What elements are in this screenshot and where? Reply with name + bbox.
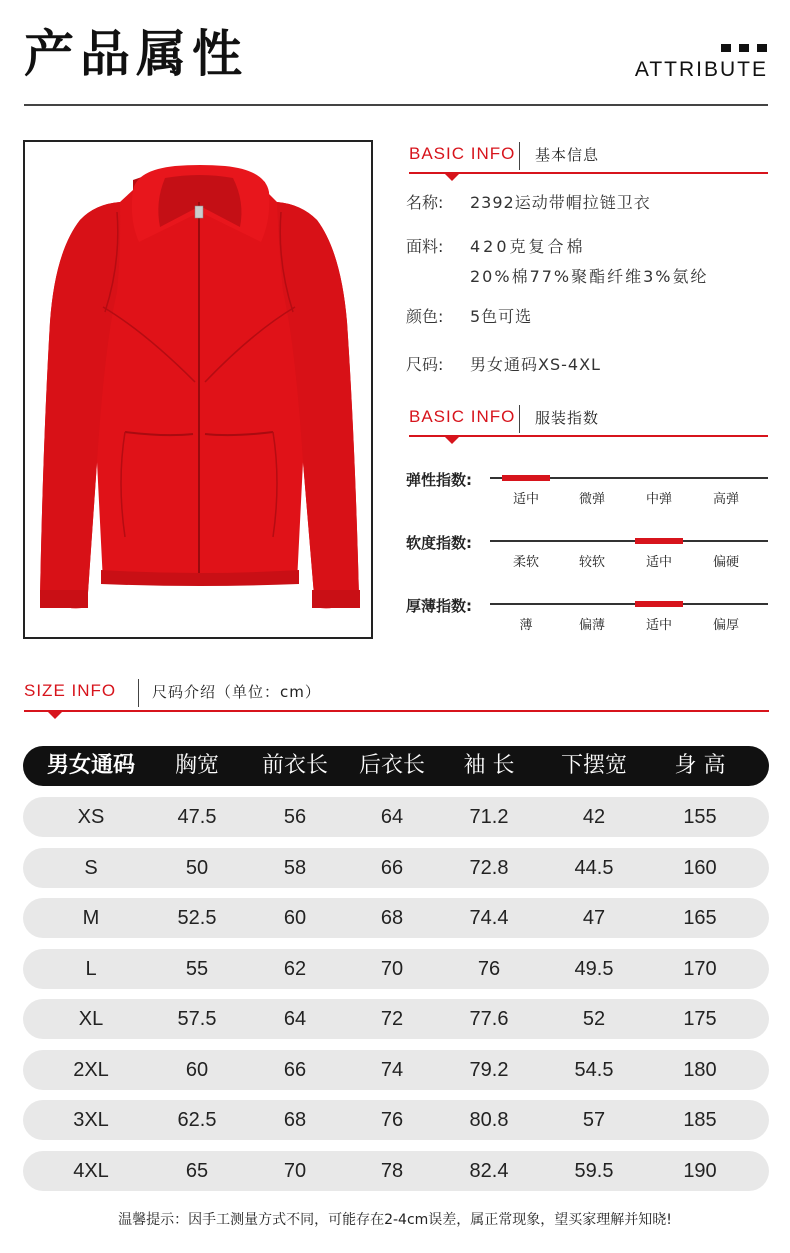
size-table-cell: 185 [683,1109,717,1131]
size-table-cell: 74.4 [469,907,509,929]
size-table-cell: XL [78,1008,104,1030]
info-fabric-value-2: 20%棉77%聚酯纤维3%氨纶 [470,267,709,286]
size-table-cell: 74 [380,1058,404,1081]
size-table-cell: 55 [185,957,209,980]
index-scale-selected-marker [502,475,550,481]
size-table-cell: 2XL [73,1058,109,1081]
size-table-cell: 155 [683,806,717,828]
size-table-cell: 44.5 [574,856,614,879]
heading-separator [519,405,520,433]
heading-underline [409,435,768,437]
size-table-cell: 57 [582,1109,606,1131]
heading-notch [445,174,459,181]
size-table-cell: 76 [477,957,501,980]
size-table-cell: 52 [582,1008,606,1030]
size-table-cell: 60 [283,907,307,929]
size-table-cell: 76 [380,1109,404,1131]
size-table-cell: 190 [683,1159,717,1182]
index-scale [406,471,768,511]
index-en-label: BASIC INFO [409,407,516,426]
index-scale-track [490,603,768,605]
size-table-cell: 175 [683,1008,717,1030]
size-table-row [23,797,769,837]
size-table-header-cell: 袖 长 [463,753,515,778]
heading-underline [24,710,769,712]
size-table-row [23,848,769,888]
index-scale-label: 软度指数: [406,534,472,552]
size-info-heading [24,681,769,717]
size-table-cell: 160 [683,856,717,879]
heading-separator [519,142,520,170]
size-table-cell: 64 [283,1008,307,1030]
info-size-value: 男女通码XS-4XL [470,355,601,374]
header-divider [24,104,768,106]
size-table-cell: 82.4 [469,1159,509,1182]
size-table-cell: 62.5 [177,1109,217,1131]
heading-notch [445,437,459,444]
index-scale-option: 中弹 [645,492,672,507]
size-table-cell: L [85,957,97,980]
size-table-cell: 58 [283,856,307,879]
size-table-cell: 59.5 [574,1159,614,1182]
dot [757,44,767,52]
size-table-header-cell: 男女通码 [46,753,135,778]
size-table-cell: 50 [185,856,209,879]
size-table-header-cell: 身 高 [674,753,726,778]
size-table-header-cell: 胸宽 [174,753,219,778]
size-table-row [23,1151,769,1191]
index-scale-option: 柔软 [512,555,539,570]
size-table-header-cell: 下摆宽 [560,753,627,778]
info-color-value: 5色可选 [470,307,533,326]
index-scale-option: 偏薄 [578,618,605,633]
dot [739,44,749,52]
info-name-value: 2392运动带帽拉链卫衣 [470,193,651,212]
size-table-cell: 57.5 [177,1008,217,1030]
footer-note: 温馨提示：因手工测量方式不同，可能存在2-4cm误差，属正常现象，望买家理解并知晓! [118,1212,672,1228]
size-table-cell: 79.2 [469,1058,509,1081]
heading-notch [48,712,62,719]
size-table-header-cell: 前衣长 [261,753,328,778]
size-table-cell: S [84,856,98,879]
info-color [406,306,533,328]
size-info-en-label: SIZE INFO [24,681,117,700]
index-scale-track [490,540,768,542]
index-scale [406,597,768,637]
size-table-cell: 180 [683,1058,717,1081]
size-table-cell: 47 [582,907,606,929]
size-table-cell: 72.8 [469,856,509,879]
size-table-row [23,949,769,989]
basic-info-en-label: BASIC INFO [409,144,516,163]
product-image [23,140,373,639]
size-table-cell: 49.5 [574,957,614,980]
basic-info-cn-label: 基本信息 [535,146,600,164]
index-scale-label: 弹性指数: [406,471,472,489]
size-table-cell: 68 [283,1109,307,1131]
size-table-header [23,746,769,786]
hoodie-illustration [25,142,371,637]
index-heading [409,407,769,443]
size-table-cell: 4XL [73,1159,109,1182]
dot [721,44,731,52]
info-fabric [406,236,709,292]
size-table-cell: 72 [380,1008,404,1030]
index-scale-option: 较软 [578,555,605,570]
page-title: 产品属性 [24,25,248,83]
size-table-header-cell: 后衣长 [358,753,425,778]
size-table-cell: 64 [380,806,404,828]
info-size-label: 尺码: [406,355,444,374]
size-table-cell: 78 [380,1159,404,1182]
heading-separator [138,679,139,707]
size-table-cell: 66 [380,856,404,879]
info-name [406,192,651,214]
size-table-cell: 70 [380,957,404,980]
size-table-cell: M [82,907,100,929]
info-fabric-label: 面料: [406,237,444,256]
index-scale-option: 偏硬 [712,555,739,570]
size-table-cell: 77.6 [469,1008,509,1030]
page-subtitle: ATTRIBUTE [634,58,768,81]
size-table-row [23,898,769,938]
index-scale-option: 适中 [645,618,672,633]
index-scale-option: 微弹 [578,492,605,507]
size-table-cell: 68 [380,907,404,929]
index-scale-option: 高弹 [712,492,739,507]
size-table-cell: 62 [283,957,307,980]
index-scale-selected-marker [635,601,683,607]
size-table-cell: 80.8 [469,1109,509,1131]
size-info-cn-label: 尺码介绍（单位：cm） [152,683,321,701]
info-color-label: 颜色: [406,307,444,326]
info-name-label: 名称: [406,193,444,212]
size-table-cell: 54.5 [574,1058,614,1081]
index-scale-option: 适中 [645,555,672,570]
index-scale-option: 适中 [512,492,539,507]
index-scale-selected-marker [635,538,683,544]
index-scale [406,534,768,574]
index-scale-option: 薄 [519,618,533,633]
size-table-cell: 65 [185,1159,209,1182]
size-table-cell: 3XL [73,1109,109,1131]
size-table-cell: 66 [283,1058,307,1081]
size-table-cell: 47.5 [177,806,217,828]
size-table-cell: 70 [283,1159,307,1182]
size-table-cell: 71.2 [469,806,509,828]
size-table-cell: 165 [683,907,717,929]
index-scale-option: 偏厚 [712,618,739,633]
index-cn-label: 服装指数 [535,409,600,427]
decorative-dots [721,44,767,52]
index-scale-label: 厚薄指数: [406,597,472,615]
size-table-cell: XS [77,806,105,828]
info-size [406,354,601,376]
heading-underline [409,172,768,174]
info-fabric-value-1: 420克复合棉 [470,237,586,256]
basic-info-heading [409,144,769,180]
size-table-cell: 60 [185,1058,209,1081]
size-table-cell: 170 [683,957,717,980]
size-table-row [23,1100,769,1140]
size-table-row [23,999,769,1039]
size-table-cell: 56 [283,806,307,828]
size-table-cell: 42 [582,806,606,828]
size-table-cell: 52.5 [177,907,217,929]
size-table-row [23,1050,769,1090]
